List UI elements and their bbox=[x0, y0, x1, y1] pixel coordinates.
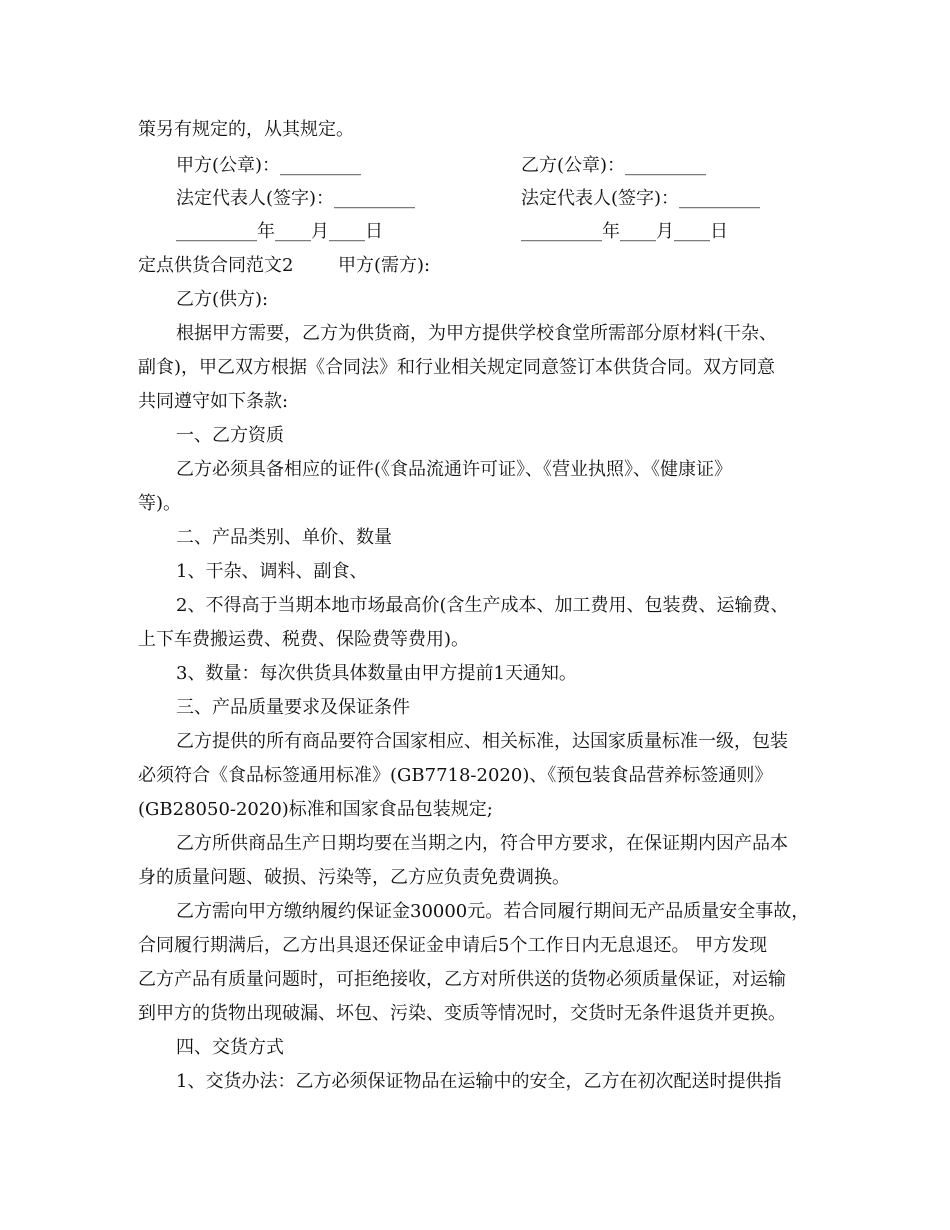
party-a-seal-field: 甲方(公章)：_________ bbox=[176, 155, 362, 176]
list-item: 1、干杂、调料、副食、 bbox=[176, 561, 368, 582]
paragraph-line: 共同遵守如下条款: bbox=[138, 391, 289, 412]
paragraph-line: 等)。 bbox=[138, 493, 182, 514]
list-item: 3、数量：每次供货具体数量由甲方提前1天通知。 bbox=[176, 663, 577, 684]
paragraph-line: 乙方需向甲方缴纳履约保证金30000元。若合同履行期间无产品质量安全事故， bbox=[176, 901, 810, 922]
paragraph-line: 乙方提供的所有商品要符合国家相应、相关标准，达国家质量标准一级，包装 bbox=[176, 731, 788, 752]
paragraph-line: 身的质量问题、破损、污染等，乙方应负责免费调换。 bbox=[138, 867, 570, 888]
section-heading: 四、交货方式 bbox=[176, 1037, 284, 1058]
text-line: 策另有规定的，从其规定。 bbox=[138, 119, 354, 140]
party-a-representative-field: 法定代表人(签字)：_________ bbox=[176, 188, 416, 209]
list-item: 2、不得高于当期本地市场最高价(含生产成本、加工费用、包装费、运输费、 bbox=[176, 595, 789, 616]
contract-title: 定点供货合同范文2 bbox=[138, 255, 294, 276]
paragraph-line: 乙方必须具备相应的证件(《食品流通许可证》、《营业执照》、《健康证》 bbox=[176, 459, 733, 480]
party-b-representative-field: 法定代表人(签字)：_________ bbox=[521, 188, 761, 209]
paragraph-line: 乙方所供商品生产日期均要在当期之内，符合甲方要求，在保证期内因产品本 bbox=[176, 833, 788, 854]
paragraph-line: 必须符合《食品标签通用标准》(GB7718-2020)、《预包装食品营养标签通则》 bbox=[138, 765, 773, 786]
list-item-continuation: 上下车费搬运费、税费、保险费等费用)。 bbox=[138, 629, 470, 650]
party-b-label: 乙方(供方): bbox=[176, 289, 269, 310]
party-a-date-field: _________年____月____日 bbox=[176, 221, 383, 242]
paragraph-line: 副食)，甲乙双方根据《合同法》和行业相关规定同意签订本供货合同。双方同意 bbox=[138, 357, 776, 378]
paragraph-line: 1、交货办法：乙方必须保证物品在运输中的安全，乙方在初次配送时提供指 bbox=[176, 1071, 782, 1092]
paragraph-line: 根据甲方需要，乙方为供货商，为甲方提供学校食堂所需部分原材料(干杂、 bbox=[176, 323, 778, 344]
section-heading: 二、产品类别、单价、数量 bbox=[176, 527, 392, 548]
party-b-seal-field: 乙方(公章)：_________ bbox=[521, 155, 707, 176]
paragraph-line: 到甲方的货物出现破漏、坏包、污染、变质等情况时，交货时无条件退货并更换。 bbox=[138, 1003, 786, 1024]
paragraph-line: (GB28050-2020)标准和国家食品包装规定; bbox=[138, 799, 493, 820]
paragraph-line: 合同履行期满后，乙方出具退还保证金申请后5个工作日内无息退还。 甲方发现 bbox=[138, 935, 768, 956]
section-heading: 一、乙方资质 bbox=[176, 425, 284, 446]
party-b-date-field: _________年____月____日 bbox=[521, 221, 728, 242]
paragraph-line: 乙方产品有质量问题时，可拒绝接收，乙方对所供送的货物必须质量保证，对运输 bbox=[138, 969, 786, 990]
party-a-label: 甲方(需方): bbox=[338, 255, 431, 276]
section-heading: 三、产品质量要求及保证条件 bbox=[176, 697, 410, 718]
